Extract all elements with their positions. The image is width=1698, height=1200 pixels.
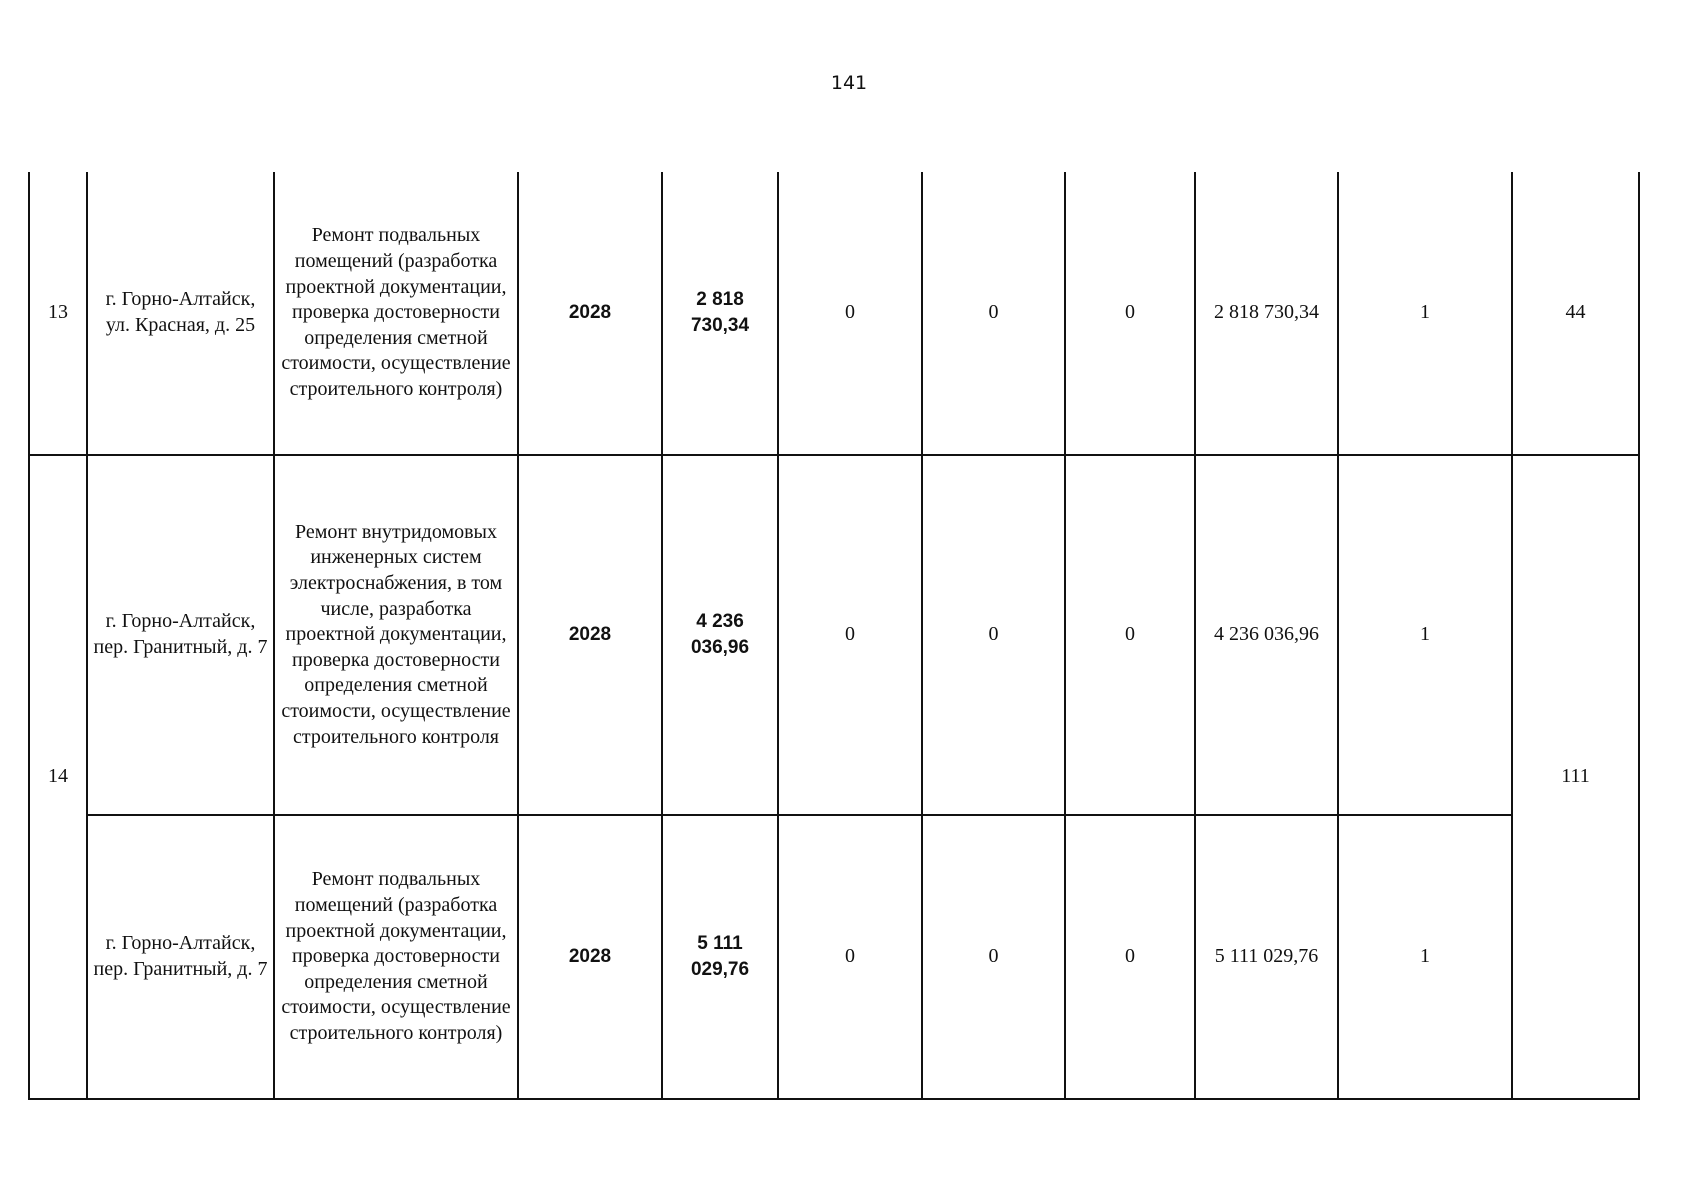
table-row xyxy=(29,172,1639,455)
count-cell: 1 xyxy=(1338,455,1512,815)
amount-cell: 0 xyxy=(922,172,1065,455)
amount-cell: 5 111 029,76 xyxy=(1195,815,1338,1099)
address-cell: г. Горно-Алтайск, пер. Гранитный, д. 7 xyxy=(87,455,274,815)
total-cost-cell: 4 236 036,96 xyxy=(662,455,778,815)
row-number-cell: 14 xyxy=(29,455,87,1099)
amount-cell: 2 818 730,34 xyxy=(1195,172,1338,455)
amount-cell: 0 xyxy=(778,455,922,815)
work-description-cell: Ремонт внутридомовых инженерных систем электроснабжения, в том числе, разработка проектной документации, проверка достоверности определения сметной стоимости, осуществление строительного контроля xyxy=(274,455,518,815)
year-cell: 2028 xyxy=(518,172,662,455)
amount-cell: 0 xyxy=(1065,172,1195,455)
total-cost-cell: 2 818 730,34 xyxy=(662,172,778,455)
repair-works-table xyxy=(28,172,1640,1100)
table-row xyxy=(29,455,1639,815)
amount-cell: 0 xyxy=(778,815,922,1099)
year-cell: 2028 xyxy=(518,455,662,815)
row-number-cell: 13 xyxy=(29,172,87,455)
count-cell: 1 xyxy=(1338,815,1512,1099)
total-cost-cell: 5 111 029,76 xyxy=(662,815,778,1099)
amount-cell: 0 xyxy=(922,815,1065,1099)
value-cell: 111 xyxy=(1512,455,1639,1099)
table-row xyxy=(29,815,1639,1099)
amount-cell: 4 236 036,96 xyxy=(1195,455,1338,815)
amount-cell: 0 xyxy=(778,172,922,455)
value-cell: 44 xyxy=(1512,172,1639,455)
amount-cell: 0 xyxy=(1065,815,1195,1099)
work-description-cell: Ремонт подвальных помещений (разработка проектной документации, проверка достоверности определения сметной стоимости, осуществление строительного контроля) xyxy=(274,815,518,1099)
work-description-cell: Ремонт подвальных помещений (разработка проектной документации, проверка достоверности определения сметной стоимости, осуществление строительного контроля) xyxy=(274,172,518,455)
address-cell: г. Горно-Алтайск, пер. Гранитный, д. 7 xyxy=(87,815,274,1099)
address-cell: г. Горно-Алтайск, ул. Красная, д. 25 xyxy=(87,172,274,455)
page-number: 141 xyxy=(830,72,868,94)
count-cell: 1 xyxy=(1338,172,1512,455)
year-cell: 2028 xyxy=(518,815,662,1099)
amount-cell: 0 xyxy=(1065,455,1195,815)
amount-cell: 0 xyxy=(922,455,1065,815)
